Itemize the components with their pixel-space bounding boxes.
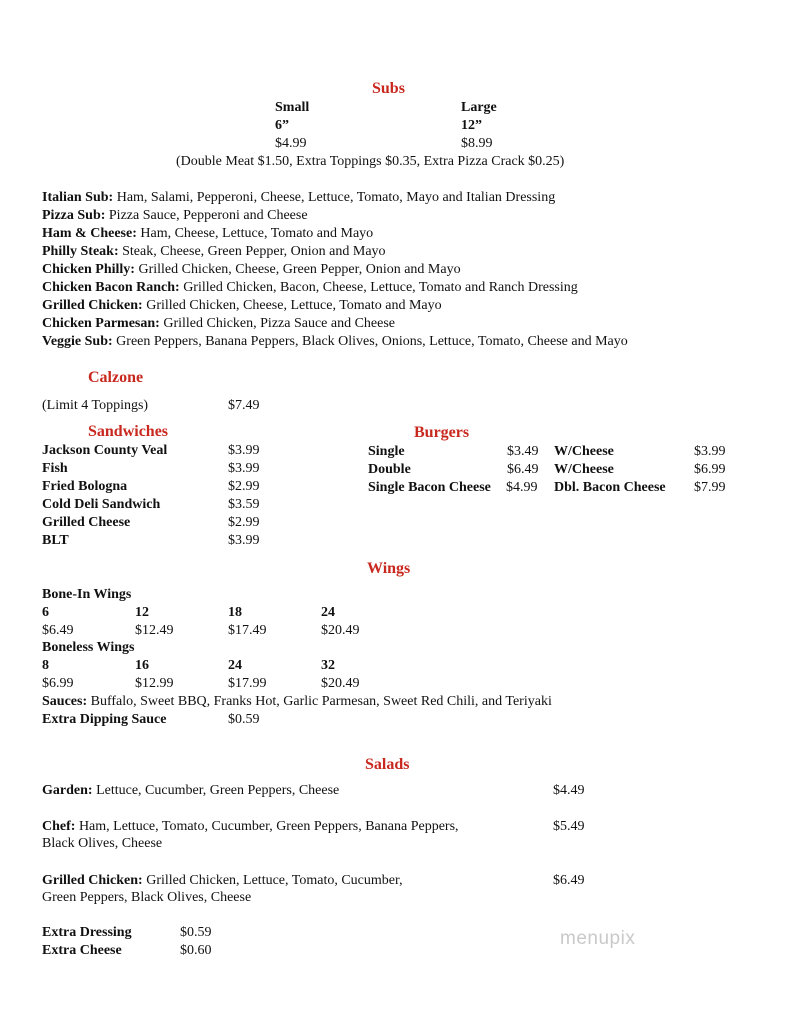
burgers-heading: Burgers bbox=[414, 424, 470, 441]
extra-name: Extra Cheese bbox=[42, 943, 122, 958]
dipping-sauce-label: Extra Dipping Sauce bbox=[42, 712, 167, 727]
salad-desc: Lettuce, Cucumber, Green Peppers, Cheese bbox=[92, 783, 340, 798]
list-item bbox=[42, 333, 628, 351]
salads-heading: Salads bbox=[365, 756, 410, 773]
list-item bbox=[42, 261, 628, 279]
subs-item-list bbox=[42, 189, 628, 351]
sandwich-name: BLT bbox=[42, 533, 69, 548]
subs-heading: Subs bbox=[372, 80, 405, 97]
sandwich-price: $3.99 bbox=[228, 533, 260, 548]
salad-price: $5.49 bbox=[553, 819, 585, 834]
item-name: Philly Steak: bbox=[42, 244, 119, 259]
sandwich-name: Fried Bologna bbox=[42, 479, 128, 494]
item-desc: Grilled Chicken, Pizza Sauce and Cheese bbox=[159, 316, 396, 331]
sandwich-price: $3.59 bbox=[228, 497, 260, 512]
sandwich-price: $2.99 bbox=[228, 515, 260, 530]
burger-alt-price: $7.99 bbox=[694, 480, 726, 495]
salad-desc-line2: Green Peppers, Black Olives, Cheese bbox=[42, 890, 252, 905]
salad-price: $4.49 bbox=[553, 783, 585, 798]
subs-small-label: Small bbox=[275, 100, 310, 115]
list-item bbox=[42, 225, 628, 243]
subs-large-label: Large bbox=[461, 100, 497, 115]
wing-price: $20.49 bbox=[321, 676, 360, 691]
item-desc: Grilled Chicken, Cheese, Green Pepper, Onion and Mayo bbox=[134, 262, 461, 277]
wing-price: $17.99 bbox=[228, 676, 267, 691]
wing-count: 32 bbox=[321, 658, 335, 673]
subs-extras-note: (Double Meat $1.50, Extra Toppings $0.35, Extra Pizza Crack $0.25) bbox=[176, 154, 565, 169]
wing-count: 8 bbox=[42, 658, 49, 673]
sandwich-name: Jackson County Veal bbox=[42, 443, 168, 458]
item-name: Grilled Chicken: bbox=[42, 298, 143, 313]
extra-price: $0.59 bbox=[180, 925, 212, 940]
wing-count: 24 bbox=[228, 658, 242, 673]
sauces-line bbox=[42, 693, 552, 711]
calzone-heading: Calzone bbox=[88, 369, 144, 386]
burger-price: $4.99 bbox=[506, 480, 538, 495]
watermark-logo: menupix bbox=[560, 928, 636, 949]
wing-count: 6 bbox=[42, 605, 49, 620]
salad-name: Garden: bbox=[42, 783, 93, 798]
wings-heading: Wings bbox=[367, 560, 411, 577]
salad-item bbox=[42, 782, 339, 800]
burger-name: Single bbox=[368, 444, 405, 459]
item-desc: Grilled Chicken, Cheese, Lettuce, Tomato and Mayo bbox=[142, 298, 442, 313]
burger-name: Double bbox=[368, 462, 411, 477]
burger-alt-name: W/Cheese bbox=[554, 444, 614, 459]
subs-small-price: $4.99 bbox=[275, 136, 307, 151]
subs-large-size: 12” bbox=[461, 118, 482, 133]
salad-item bbox=[42, 872, 403, 890]
extra-price: $0.60 bbox=[180, 943, 212, 958]
wing-count: 12 bbox=[135, 605, 149, 620]
item-desc: Ham, Salami, Pepperoni, Cheese, Lettuce, Tomato, Mayo and Italian Dressing bbox=[113, 190, 556, 205]
burger-price: $6.49 bbox=[507, 462, 539, 477]
subs-large-price: $8.99 bbox=[461, 136, 493, 151]
salad-desc: Grilled Chicken, Lettuce, Tomato, Cucumber, bbox=[142, 873, 403, 888]
salad-item bbox=[42, 818, 459, 836]
sandwiches-heading: Sandwiches bbox=[88, 423, 169, 440]
sandwich-price: $3.99 bbox=[228, 443, 260, 458]
list-item bbox=[42, 243, 628, 261]
item-name: Ham & Cheese: bbox=[42, 226, 137, 241]
wing-price: $12.99 bbox=[135, 676, 174, 691]
item-desc: Pizza Sauce, Pepperoni and Cheese bbox=[105, 208, 308, 223]
list-item bbox=[42, 297, 628, 315]
item-desc: Steak, Cheese, Green Pepper, Onion and Mayo bbox=[118, 244, 386, 259]
item-name: Veggie Sub: bbox=[42, 334, 113, 349]
extra-name: Extra Dressing bbox=[42, 925, 132, 940]
sandwich-name: Grilled Cheese bbox=[42, 515, 131, 530]
boneless-label: Boneless Wings bbox=[42, 640, 135, 655]
burger-name: Single Bacon Cheese bbox=[368, 480, 491, 495]
wing-price: $17.49 bbox=[228, 623, 267, 638]
subs-small-size: 6” bbox=[275, 118, 289, 133]
salad-name: Grilled Chicken: bbox=[42, 873, 143, 888]
list-item bbox=[42, 315, 628, 333]
wing-count: 18 bbox=[228, 605, 242, 620]
item-name: Chicken Parmesan: bbox=[42, 316, 160, 331]
wing-price: $6.99 bbox=[42, 676, 74, 691]
wing-price: $12.49 bbox=[135, 623, 174, 638]
list-item bbox=[42, 279, 628, 297]
item-name: Italian Sub: bbox=[42, 190, 114, 205]
item-name: Chicken Bacon Ranch: bbox=[42, 280, 180, 295]
list-item bbox=[42, 189, 628, 207]
bone-in-label: Bone-In Wings bbox=[42, 587, 132, 602]
burger-alt-price: $3.99 bbox=[694, 444, 726, 459]
list-item bbox=[42, 207, 628, 225]
burger-alt-name: W/Cheese bbox=[554, 462, 614, 477]
calzone-note: (Limit 4 Toppings) bbox=[42, 398, 149, 413]
item-desc: Ham, Cheese, Lettuce, Tomato and Mayo bbox=[136, 226, 374, 241]
sandwich-price: $3.99 bbox=[228, 461, 260, 476]
salad-name: Chef: bbox=[42, 819, 76, 834]
calzone-price: $7.49 bbox=[228, 398, 260, 413]
wing-count: 16 bbox=[135, 658, 149, 673]
sandwich-name: Fish bbox=[42, 461, 68, 476]
burger-price: $3.49 bbox=[507, 444, 539, 459]
salad-desc: Ham, Lettuce, Tomato, Cucumber, Green Peppers, Banana Peppers, bbox=[75, 819, 459, 834]
wing-count: 24 bbox=[321, 605, 335, 620]
burger-alt-name: Dbl. Bacon Cheese bbox=[554, 480, 666, 495]
wing-price: $20.49 bbox=[321, 623, 360, 638]
dipping-sauce-price: $0.59 bbox=[228, 712, 260, 727]
sandwich-name: Cold Deli Sandwich bbox=[42, 497, 161, 512]
sauces-label: Sauces: bbox=[42, 694, 88, 709]
item-name: Chicken Philly: bbox=[42, 262, 135, 277]
item-desc: Grilled Chicken, Bacon, Cheese, Lettuce, Tomato and Ranch Dressing bbox=[179, 280, 578, 295]
burger-alt-price: $6.99 bbox=[694, 462, 726, 477]
salad-desc-line2: Black Olives, Cheese bbox=[42, 836, 163, 851]
wing-price: $6.49 bbox=[42, 623, 74, 638]
item-desc: Green Peppers, Banana Peppers, Black Olives, Onions, Lettuce, Tomato, Cheese and Mayo bbox=[112, 334, 628, 349]
item-name: Pizza Sub: bbox=[42, 208, 106, 223]
salad-price: $6.49 bbox=[553, 873, 585, 888]
sandwich-price: $2.99 bbox=[228, 479, 260, 494]
sauces-list: Buffalo, Sweet BBQ, Franks Hot, Garlic Parmesan, Sweet Red Chili, and Teriyaki bbox=[87, 694, 552, 709]
